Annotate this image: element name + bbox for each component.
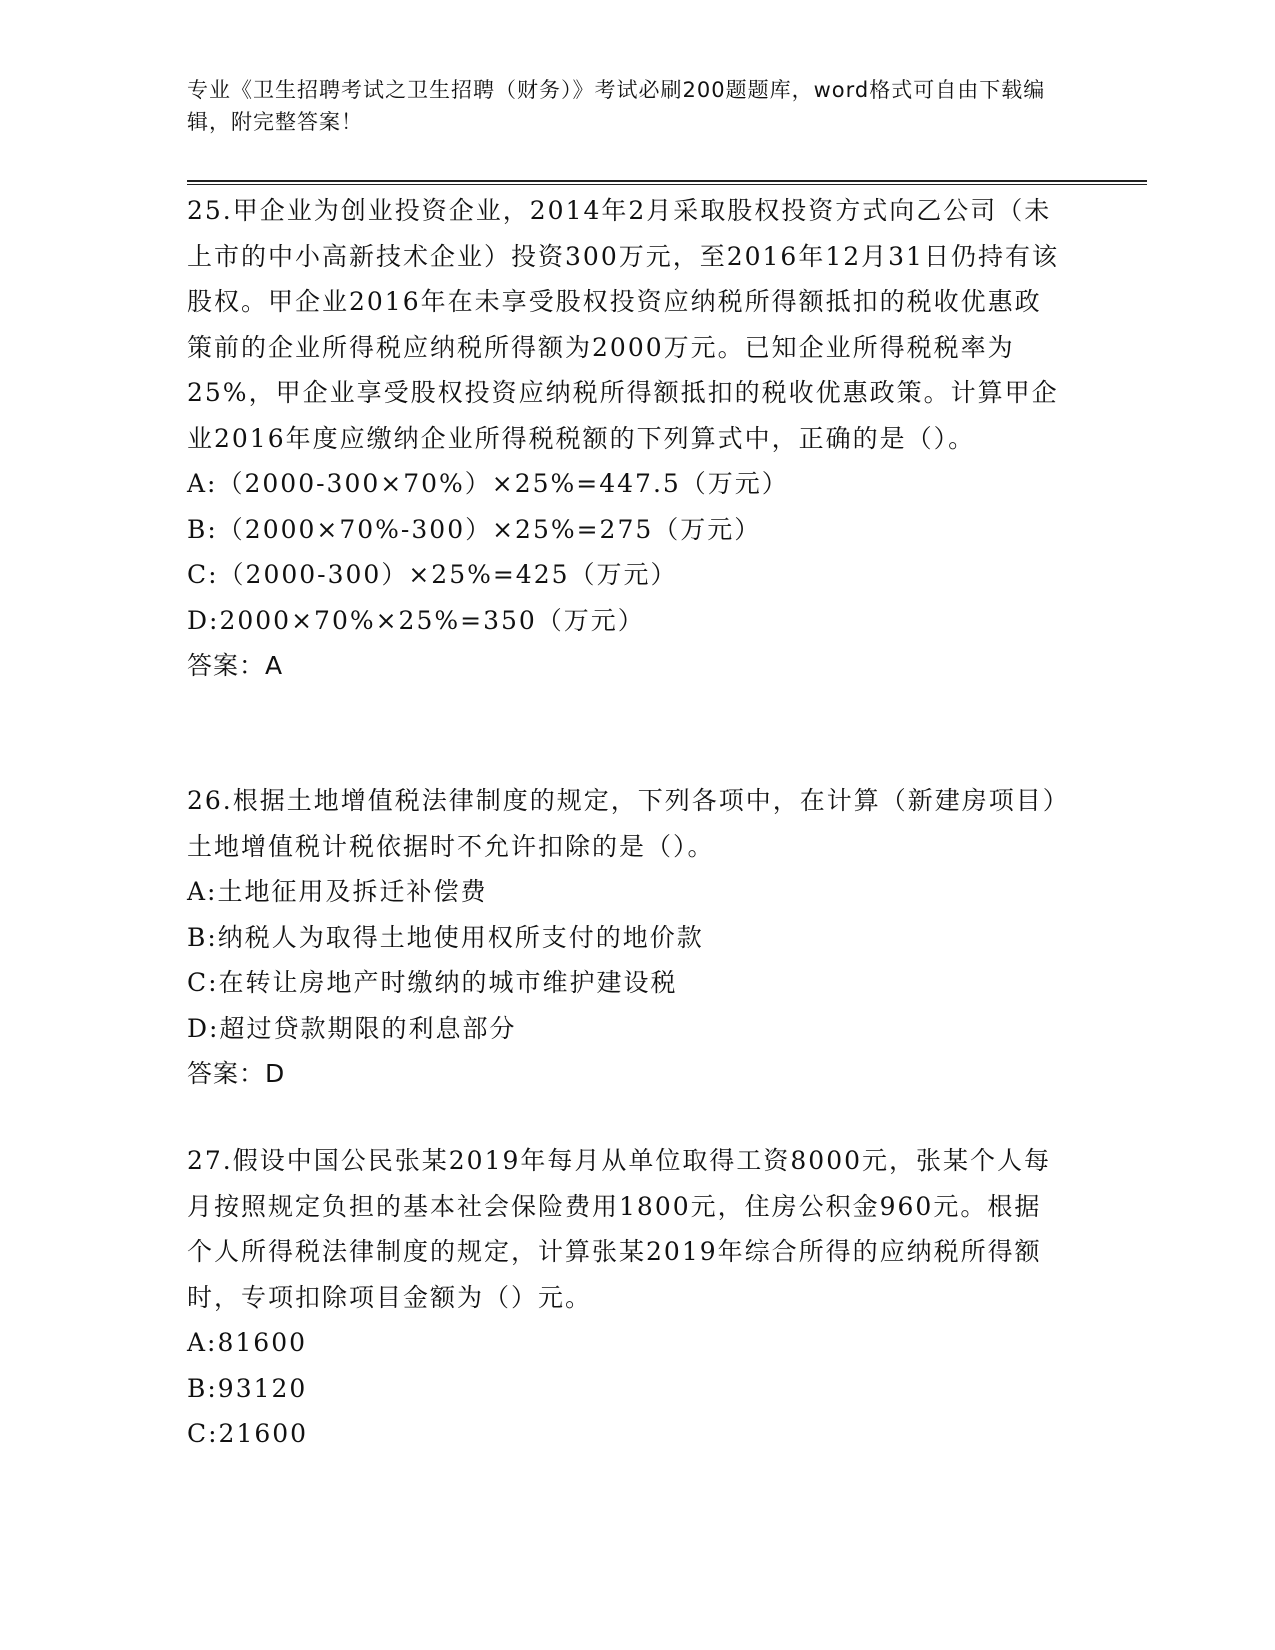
question-text: 27.假设中国公民张某2019年每月从单位取得工资8000元，张某个人每月按照规定负担的基本社会保险费用1800元，住房公积金960元。根据个人所得税法律制度的规定，计算张某2019年综合所得的应纳税所得额时，专项扣除项目金额为（）元。 xyxy=(187,1146,1052,1312)
document-header xyxy=(187,74,1067,138)
option-a: A:土地征用及拆迁补偿费 xyxy=(187,877,488,906)
question-25 xyxy=(187,188,1067,689)
option-b: B:纳税人为取得土地使用权所支付的地价款 xyxy=(187,922,704,952)
question-text: 25.甲企业为创业投资企业，2014年2月采取股权投资方式向乙公司（未上市的中小高新技术企业）投资300万元，至2016年12月31日仍持有该股权。甲企业2016年在未享受股权投资应纳税所得额抵扣的税收优惠政策前的企业所得税应纳税所得额为2000万元。已知企业所得税税率为25%，甲企业享受股权投资应纳税所得额抵扣的税收优惠政策。计算甲企业2016年度应缴纳企业所得税税额的下列算式中，正确的是（）。 xyxy=(187,196,1059,453)
header-divider-thin xyxy=(187,184,1147,185)
header-title: 专业《卫生招聘考试之卫生招聘（财务）》考试必刷200题题库，word格式可自由下载编辑，附完整答案！ xyxy=(187,78,1046,134)
option-d: D:2000×70%×25%=350（万元） xyxy=(187,605,645,635)
header-divider xyxy=(187,180,1147,182)
answer: 答案：D xyxy=(187,1059,286,1088)
option-c: C:21600 xyxy=(187,1419,309,1448)
option-d: D:超过贷款期限的利息部分 xyxy=(187,1013,517,1043)
option-a: A:（2000-300×70%）×25%=447.5（万元） xyxy=(187,469,789,498)
answer: 答案：A xyxy=(187,651,284,680)
option-a: A:81600 xyxy=(187,1328,308,1357)
option-c: C:（2000-300）×25%=425（万元） xyxy=(187,560,678,589)
option-b: B:（2000×70%-300）×25%=275（万元） xyxy=(187,514,762,544)
option-c: C:在转让房地产时缴纳的城市维护建设税 xyxy=(187,968,678,997)
option-b: B:93120 xyxy=(187,1373,308,1403)
question-27 xyxy=(187,1138,1067,1457)
question-26 xyxy=(187,778,1067,1097)
question-text: 26.根据土地增值税法律制度的规定，下列各项中，在计算（新建房项目）土地增值税计税依据时不允许扣除的是（）。 xyxy=(187,786,1058,861)
